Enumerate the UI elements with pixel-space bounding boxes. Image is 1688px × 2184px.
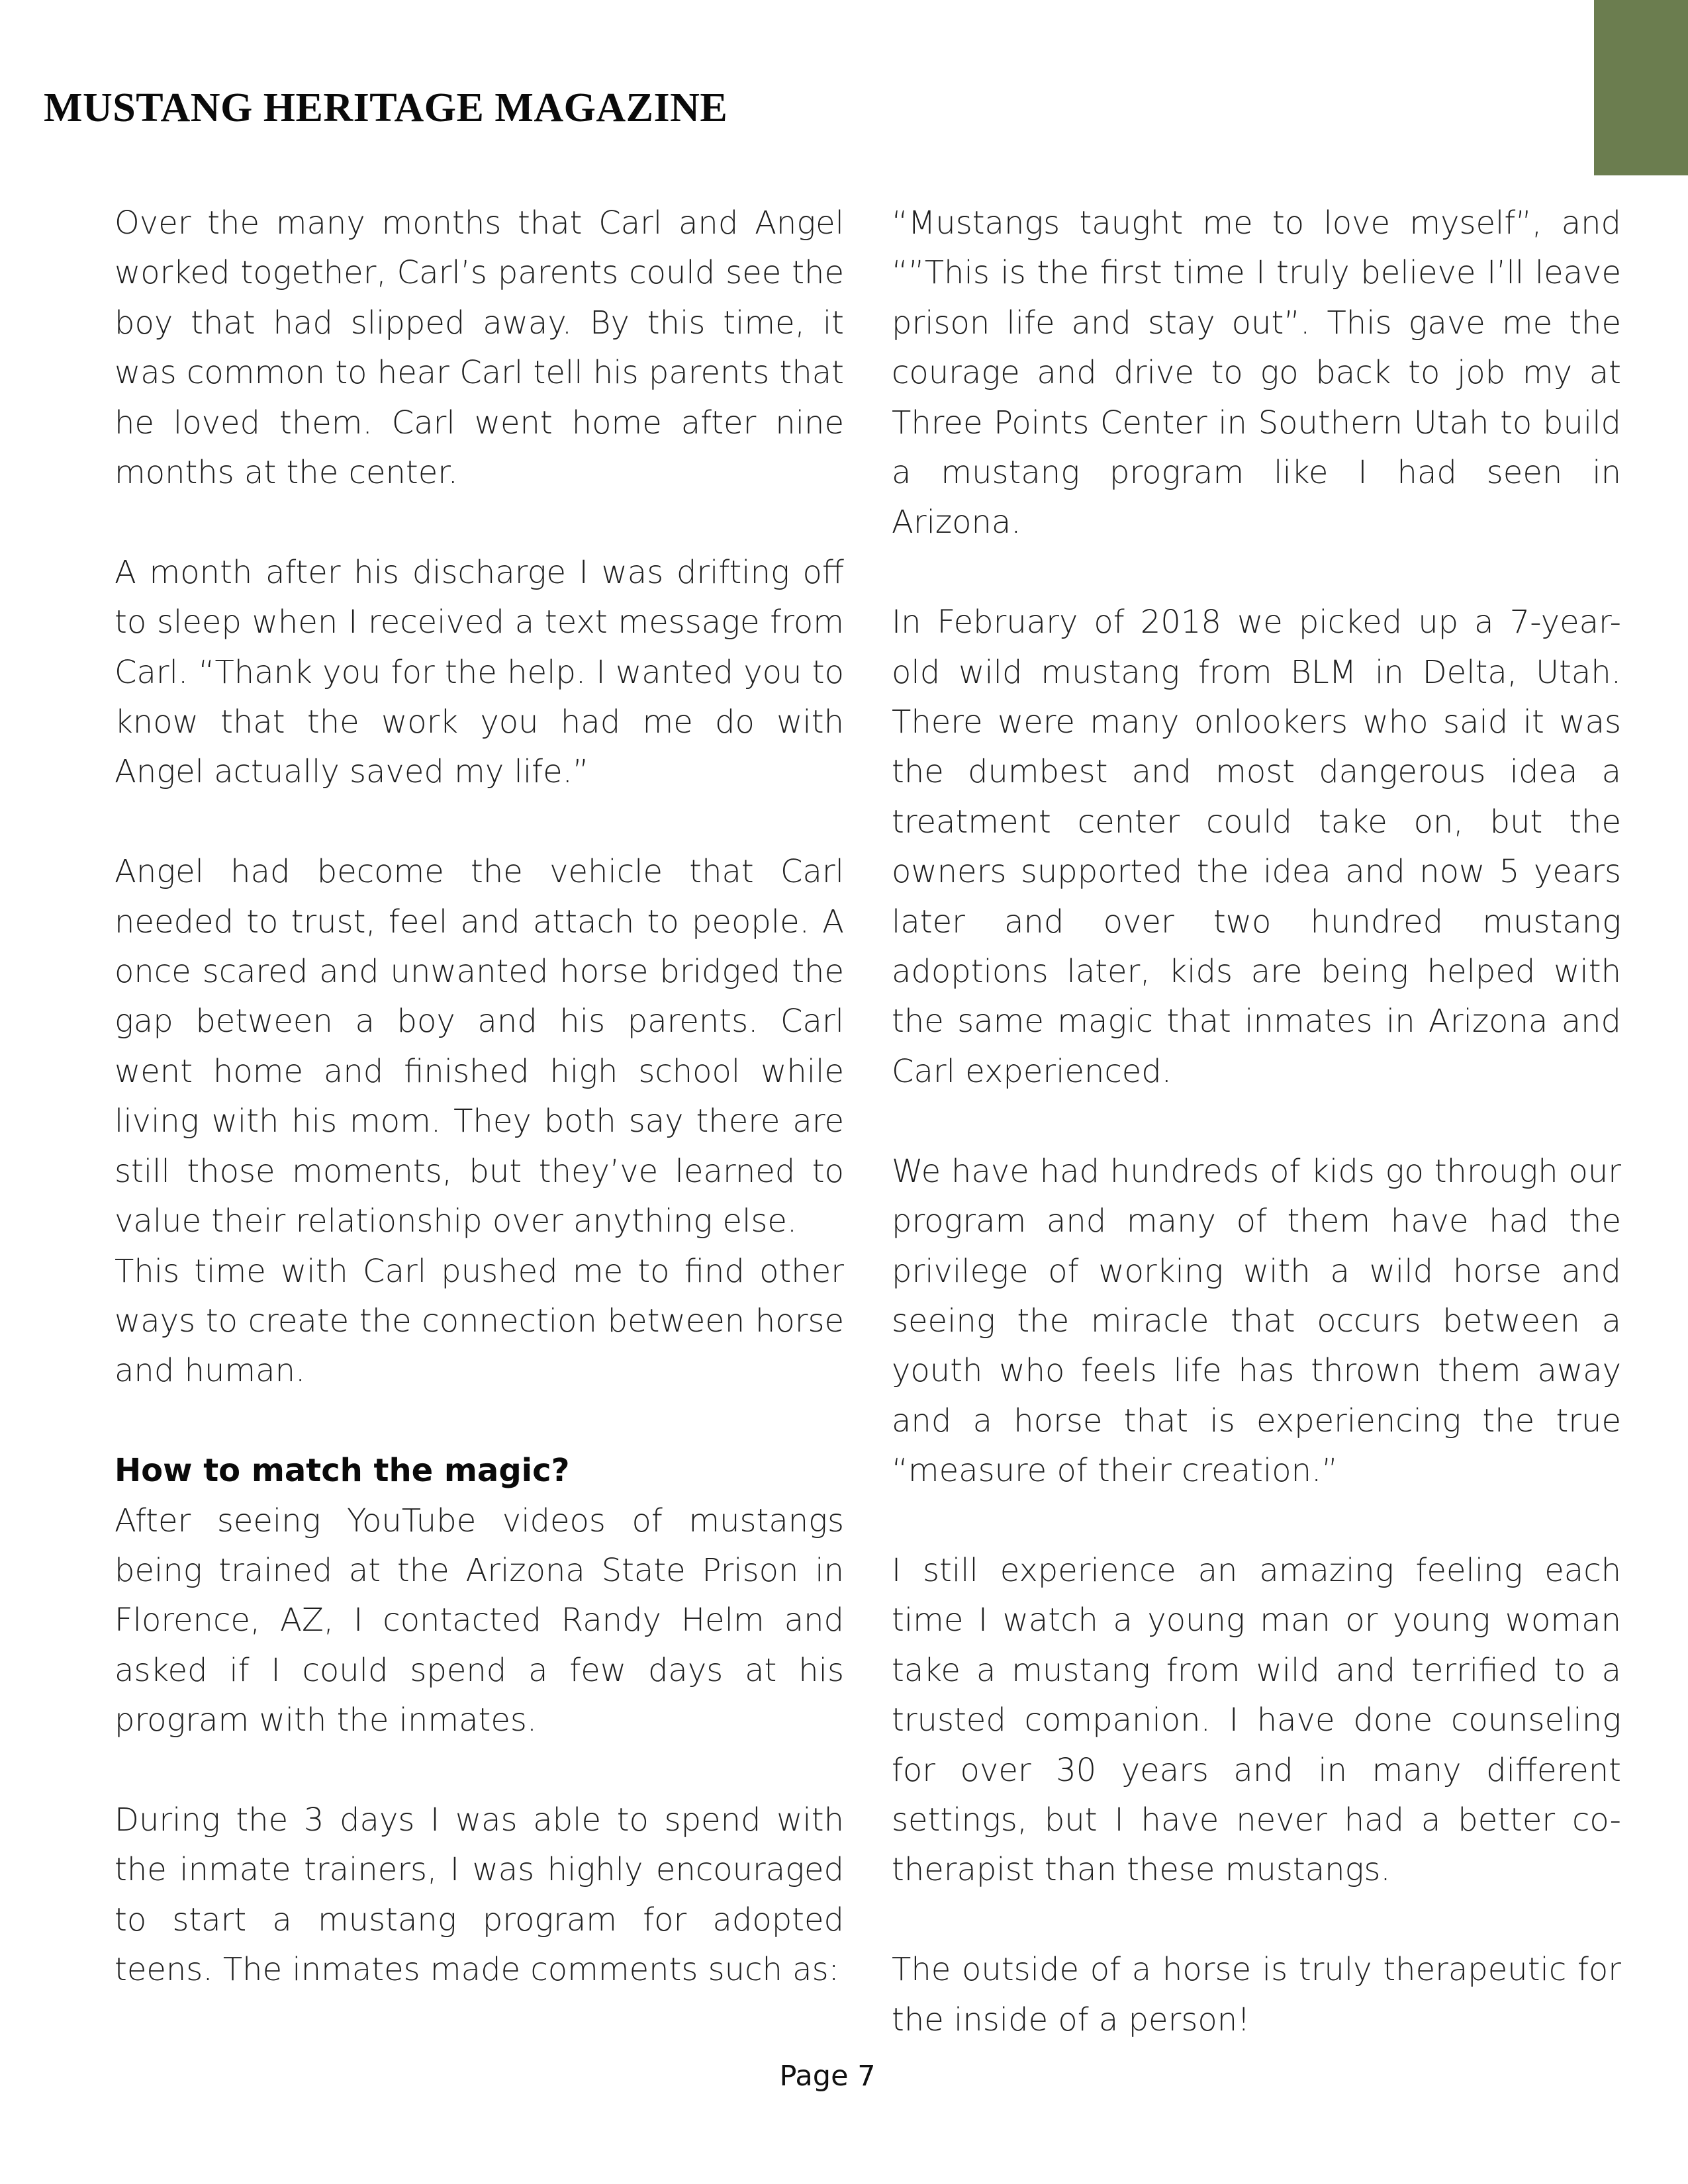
paragraph-spacer [892, 548, 1621, 598]
article-paragraph: In February of 2018 we picked up a 7-year-old wild mustang from BLM in Delta, Utah. There were many onlookers who said it was the dumbest and most dangerous idea a treatment center could take on, but the owners supported the idea and now 5 years later and over two hundred mustang adoptions later, kids are being helped with the same magic that inmates in Arizona and Carl experienced. [892, 604, 1621, 1090]
header-accent-block [1594, 0, 1688, 175]
paragraph-spacer [115, 1396, 844, 1446]
magazine-title: MUSTANG HERITAGE MAGAZINE [44, 85, 728, 130]
article-paragraph: Angel had become the vehicle that Carl needed to trust, feel and attach to people. A once scared and unwanted horse bridged the gap between a boy and his parents. Carl went home and finished high school while living with his mom. They both say there are still those moments, but they’ve learned to value their relationship over anything else. [115, 853, 844, 1240]
article-paragraph: A month after his discharge I was drifting off to sleep when I received a text message from Carl. “Thank you for the help. I wanted you to know that the work you had me do with Angel actually saved my life.” [115, 553, 844, 791]
article-column-right [892, 199, 1621, 2045]
paragraph-spacer [115, 498, 844, 547]
section-heading: How to match the magic? [115, 1452, 570, 1490]
paragraph-spacer [892, 1496, 1621, 1546]
article-paragraph: I still experience an amazing feeling each time I watch a young man or young woman take a mustang from wild and terrified to a trusted companion. I have done counseling for over 30 years and in many different settings, but I have never had a better co-therapist than these mustangs. [892, 1551, 1621, 1889]
article-paragraph: Over the many months that Carl and Angel worked together, Carl’s parents could see the boy that had slipped away. By this time, it was common to hear Carl tell his parents that he loved them. Carl went home after nine months at the center. [115, 205, 844, 492]
article-paragraph: “Mustangs taught me to love myself”, and “”This is the first time I truly believe I’ll leave prison life and stay out”. This gave me the courage and drive to go back to job my at Three Points Center in Southern Utah to build a mustang program like I had seen in Arizona. [892, 205, 1621, 541]
article-paragraph: After seeing YouTube videos of mustangs being trained at the Arizona State Prison in Florence, AZ, I contacted Randy Helm and asked if I could spend a few days at his program with the inmates. [115, 1502, 844, 1739]
paragraph-spacer [892, 1895, 1621, 1945]
paragraph-spacer [115, 1746, 844, 1796]
paragraph-spacer [892, 1097, 1621, 1146]
article-column-left [115, 199, 844, 1995]
article-paragraph: The outside of a horse is truly therapeutic for the inside of a person! [892, 1951, 1621, 2038]
paragraph-spacer [115, 797, 844, 847]
article-paragraph: During the 3 days I was able to spend with the inmate trainers, I was highly encouraged to start a mustang program for adopted teens. The inmates made comments such as: [115, 1801, 844, 1989]
page-number: Page 7 [779, 2060, 876, 2093]
article-paragraph: This time with Carl pushed me to find other ways to create the connection between horse and human. [115, 1252, 844, 1390]
article-paragraph: We have had hundreds of kids go through our program and many of them have had the privilege of working with a wild horse and seeing the miracle that occurs between a youth who feels life has thrown them away and a horse that is experiencing the true “measure of their creation.” [892, 1152, 1621, 1490]
